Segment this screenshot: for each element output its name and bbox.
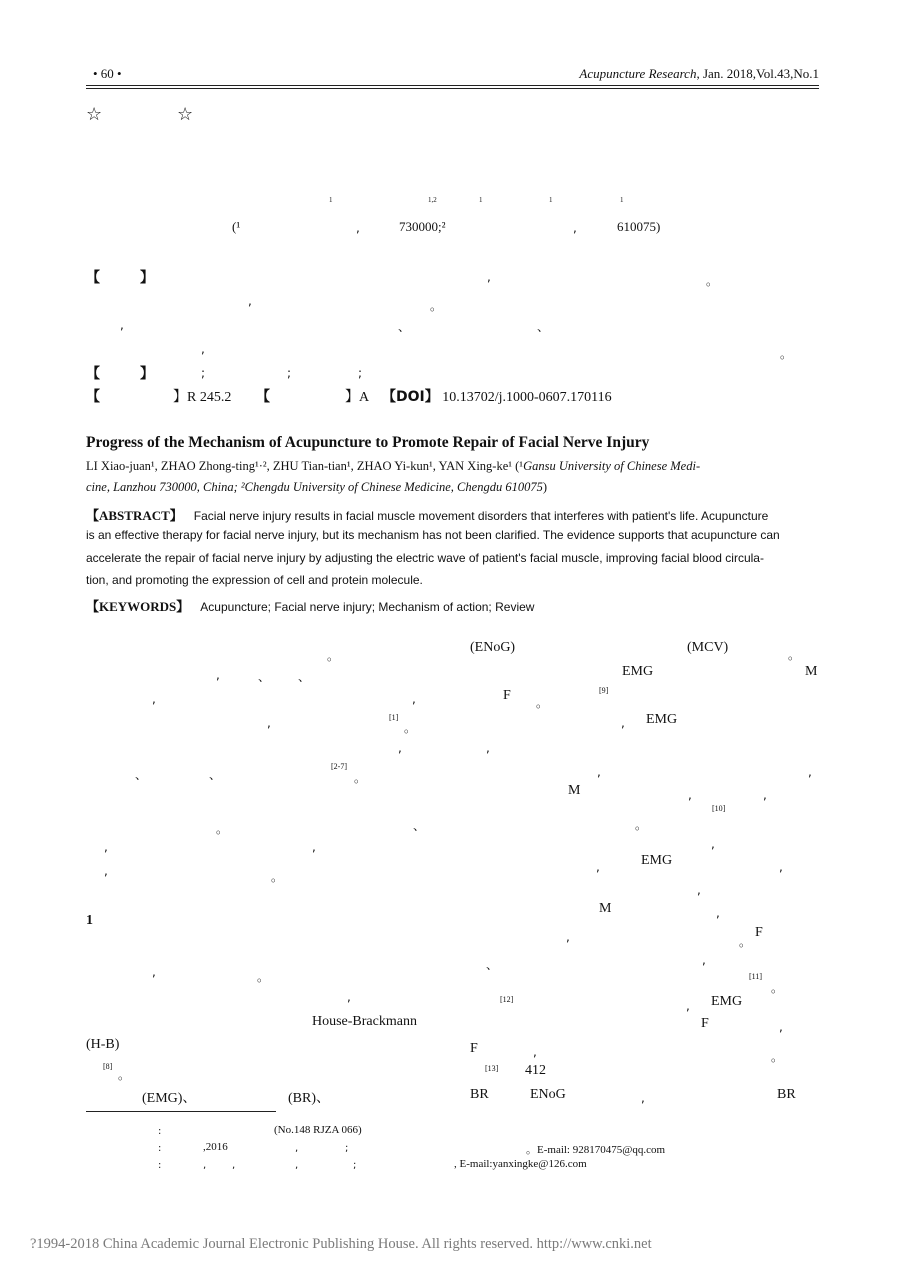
first-author-email: 。E-mail: 928170475@qq.com xyxy=(526,1144,666,1156)
english-abstract-line xyxy=(86,505,768,524)
punctuation: , xyxy=(533,1045,537,1059)
citation: [13] xyxy=(485,1064,499,1073)
body-term: EMG xyxy=(646,712,678,727)
punctuation: 。 xyxy=(257,970,270,984)
keywords-text: Acupuncture; Facial nerve injury; Mechanism of action; Review xyxy=(200,600,535,614)
punctuation: , xyxy=(232,1160,236,1171)
punctuation: , xyxy=(641,1091,645,1105)
keywords-label: 【KEYWORDS】 xyxy=(86,599,190,614)
punctuation: ; xyxy=(287,366,292,380)
br-abbreviation: (BR)、 xyxy=(288,1091,330,1106)
punctuation: 。 xyxy=(118,1068,131,1082)
punctuation: 、 xyxy=(135,768,148,782)
punctuation: 、 xyxy=(413,819,426,833)
body-term: M xyxy=(568,783,581,798)
punctuation: 。 xyxy=(430,299,443,313)
punctuation: , xyxy=(216,668,220,682)
punctuation: , xyxy=(596,860,600,874)
body-term: F xyxy=(755,925,763,940)
english-abstract-line: is an effective therapy for facial nerve injury, but its mechanism has not been clarified. The evidence supports that acupuncture can xyxy=(86,528,780,542)
author-list: LI Xiao-juan¹, ZHAO Zhong-ting¹·², ZHU Tian-tian¹, ZHAO Yi-kun¹, YAN Xing-ke¹ (¹ xyxy=(86,459,524,473)
punctuation: 、 xyxy=(398,320,411,334)
english-affiliation xyxy=(86,480,547,495)
abstract-text: Facial nerve injury results in facial muscle movement disorders that interferes with patient's life. Acupuncture xyxy=(193,509,769,523)
punctuation: : xyxy=(158,1160,162,1171)
body-term: BR xyxy=(777,1087,796,1102)
body-term: F xyxy=(470,1041,478,1056)
punctuation: 。 xyxy=(216,822,229,836)
birth-year: ,2016 xyxy=(203,1141,228,1153)
punctuation: 。 xyxy=(780,347,793,361)
fund-number: (No.148 RJZA 066) xyxy=(274,1124,362,1136)
punctuation: , xyxy=(248,294,252,308)
author-sup: 1 xyxy=(620,196,624,204)
abstract-label: 【ABSTRACT】 xyxy=(86,508,183,523)
body-term: F xyxy=(503,688,511,703)
keywords-bracket-close: 】 xyxy=(140,366,154,382)
emg-abbreviation: (EMG)、 xyxy=(142,1091,197,1106)
body-term: (MCV) xyxy=(687,640,729,655)
journal-header xyxy=(579,66,819,82)
punctuation: , xyxy=(152,965,156,979)
journal-name: Acupuncture Research xyxy=(579,66,697,81)
punctuation: 。 xyxy=(354,771,367,785)
body-term: ENoG xyxy=(530,1087,566,1102)
punctuation: 。 xyxy=(706,274,719,288)
punctuation: , xyxy=(697,883,701,897)
doi-value: 10.13702/j.1000-0607.170116 xyxy=(442,390,612,405)
body-term: M xyxy=(599,901,612,916)
author-sup: 1 xyxy=(479,196,483,204)
punctuation: : xyxy=(158,1143,162,1154)
english-keywords xyxy=(86,596,534,615)
clc-bracket-open: 【 xyxy=(86,389,100,405)
punctuation: , xyxy=(808,765,812,779)
punctuation: , xyxy=(295,1160,299,1171)
english-abstract-line: tion, and promoting the expression of cell and protein molecule. xyxy=(86,573,423,587)
punctuation: , xyxy=(203,1160,207,1171)
punctuation: , xyxy=(711,837,715,851)
punctuation: , xyxy=(120,318,124,332)
punctuation: 。 xyxy=(271,870,284,884)
punctuation: 。 xyxy=(635,818,648,832)
citation: [1] xyxy=(389,713,399,722)
punctuation: , xyxy=(686,999,690,1013)
affiliation-zip-2: 610075) xyxy=(617,219,661,234)
punctuation: ; xyxy=(201,366,206,380)
punctuation: 、 xyxy=(258,670,271,684)
affiliation-open: (¹ xyxy=(232,219,241,234)
punctuation: 、 xyxy=(486,958,499,972)
body-number: 412 xyxy=(525,1063,546,1078)
punctuation: , xyxy=(716,906,720,920)
keywords-bracket-open: 【 xyxy=(86,366,100,382)
affiliation-text: cine, Lanzhou 730000, China; ²Chengdu University of Chinese Medicine, Chengdu 610075 xyxy=(86,480,543,494)
affiliation-zip-1: 730000;² xyxy=(399,219,446,234)
journal-issue: , Jan. 2018,Vol.43,No.1 xyxy=(696,66,819,81)
punctuation: , xyxy=(347,990,351,1004)
affiliation-text: Gansu University of Chinese Medi- xyxy=(523,459,701,473)
punctuation: , xyxy=(398,741,402,755)
page-number: • 60 • xyxy=(93,66,122,81)
header-rule-top xyxy=(86,85,819,86)
body-term: (ENoG) xyxy=(470,640,516,655)
body-term: M xyxy=(805,664,818,679)
punctuation: 、 xyxy=(537,320,550,334)
english-abstract-line: accelerate the repair of facial nerve injury by adjusting the electric wave of patient's facial muscle, improving facial blood circula- xyxy=(86,551,764,565)
citation: [10] xyxy=(712,804,726,813)
punctuation: , xyxy=(201,342,205,356)
punctuation: , xyxy=(779,860,783,874)
punctuation: , xyxy=(597,765,601,779)
section-heading-1: 1 xyxy=(86,913,93,928)
punctuation: , xyxy=(486,741,490,755)
citation: [9] xyxy=(599,686,609,695)
punctuation: , xyxy=(104,840,108,854)
doc-code-bracket-open: 【 xyxy=(256,389,270,405)
punctuation: 。 xyxy=(404,721,417,735)
scale-name: House-Brackmann xyxy=(312,1014,417,1029)
punctuation: , xyxy=(702,953,706,967)
body-term: EMG xyxy=(622,664,654,679)
cnki-watermark: ?1994-2018 China Academic Journal Electronic Publishing House. All rights reserved. http://www.cnki.net xyxy=(30,1236,652,1252)
abstract-bracket-close: 】 xyxy=(140,270,154,286)
punctuation: , xyxy=(566,930,570,944)
punctuation: , xyxy=(621,716,625,730)
punctuation: ; xyxy=(345,1143,349,1154)
punctuation: , xyxy=(312,840,316,854)
punctuation: ; xyxy=(358,366,363,380)
punctuation: , xyxy=(573,221,577,235)
document-code: 】A xyxy=(345,390,370,405)
citation: [2-7] xyxy=(331,762,347,771)
punctuation: 。 xyxy=(327,649,340,663)
clc-number: 】R 245.2 xyxy=(173,390,232,405)
punctuation: 。 xyxy=(739,935,752,949)
punctuation: : xyxy=(158,1126,162,1137)
affiliation-close: ) xyxy=(542,480,547,494)
body-term: EMG xyxy=(711,994,743,1009)
punctuation: , xyxy=(763,788,767,802)
body-term: F xyxy=(701,1016,709,1031)
footnote-rule xyxy=(86,1111,276,1112)
header-rule-bottom xyxy=(86,88,819,89)
star-icon: ☆ xyxy=(86,104,103,125)
doi-label: 【DOI】 xyxy=(382,389,439,405)
doi-line xyxy=(382,386,612,406)
punctuation: , xyxy=(267,716,271,730)
punctuation: , xyxy=(412,692,416,706)
body-term: BR xyxy=(470,1087,489,1102)
punctuation: , xyxy=(487,270,491,284)
corresponding-author-email: , E-mail:yanxingke@126.com xyxy=(454,1158,587,1170)
author-sup: 1,2 xyxy=(428,196,437,204)
punctuation: 。 xyxy=(788,648,801,662)
author-sup: 1 xyxy=(549,196,553,204)
punctuation: 、 xyxy=(209,768,222,782)
punctuation: , xyxy=(152,692,156,706)
punctuation: , xyxy=(779,1020,783,1034)
star-icon: ☆ xyxy=(177,104,194,125)
punctuation: , xyxy=(688,788,692,802)
citation: [12] xyxy=(500,995,514,1004)
punctuation: 。 xyxy=(771,981,784,995)
punctuation: 、 xyxy=(298,670,311,684)
citation: [8] xyxy=(103,1062,113,1071)
author-sup: 1 xyxy=(329,196,333,204)
citation: [11] xyxy=(749,972,763,981)
punctuation: 。 xyxy=(536,696,549,710)
punctuation: , xyxy=(295,1143,299,1154)
body-term: EMG xyxy=(641,853,673,868)
punctuation: ; xyxy=(353,1160,357,1171)
abstract-bracket-open: 【 xyxy=(86,270,100,286)
english-authors xyxy=(86,459,700,474)
punctuation: , xyxy=(356,221,360,235)
scale-abbreviation: (H-B) xyxy=(86,1037,120,1052)
english-title: Progress of the Mechanism of Acupuncture to Promote Repair of Facial Nerve Injury xyxy=(86,434,650,451)
punctuation: 。 xyxy=(771,1050,784,1064)
punctuation: , xyxy=(104,864,108,878)
